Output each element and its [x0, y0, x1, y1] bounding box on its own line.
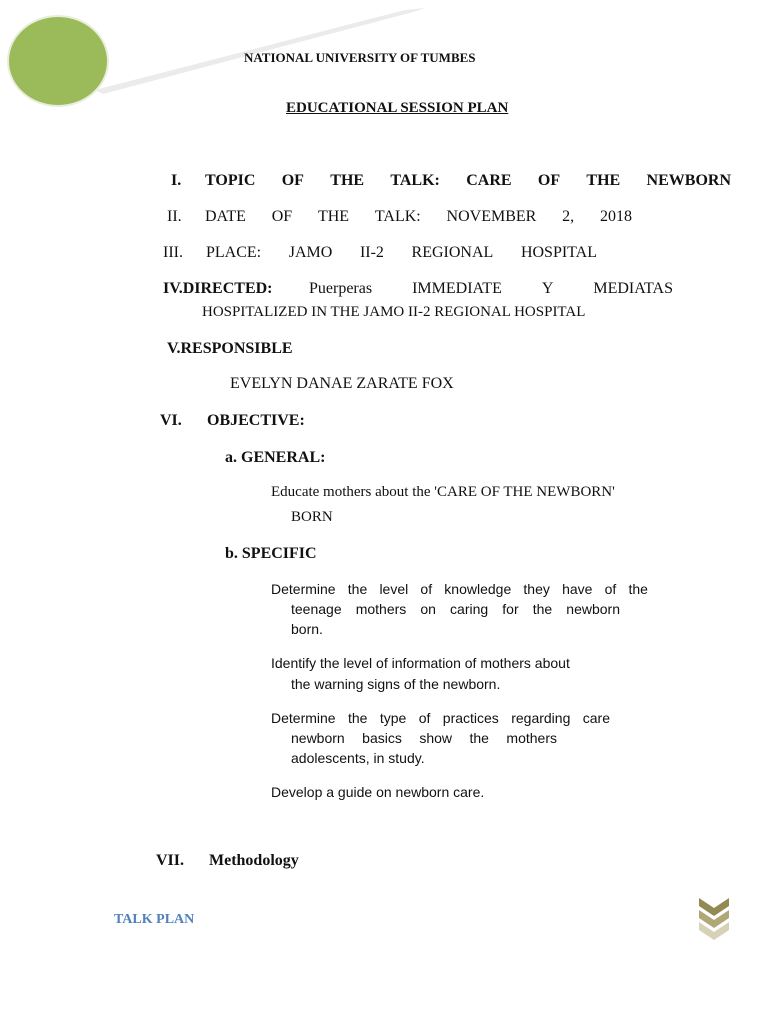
- header-circle-logo: [9, 17, 107, 105]
- responsible-person: EVELYN DANAE ZARATE FOX: [230, 375, 454, 392]
- plan-title: EDUCATIONAL SESSION PLAN: [286, 100, 509, 116]
- section-6-number: VI.: [160, 412, 182, 429]
- specific-item-4-line1: Develop a guide on newborn care.: [271, 784, 485, 800]
- section-5-label: V.RESPONSIBLE: [167, 340, 293, 357]
- specific-item-1-line2: teenage mothers on caring for the newborn: [291, 601, 620, 617]
- general-label: a. GENERAL:: [225, 449, 326, 466]
- section-4-directed: Puerperas IMMEDIATE Y MEDIATAS: [309, 280, 673, 297]
- specific-label: b. SPECIFIC: [225, 545, 317, 562]
- specific-item-2-line1: Identify the level of information of mothers about: [271, 655, 570, 671]
- specific-item-1-line1: Determine the level of knowledge they have of the: [271, 581, 648, 597]
- double-chevron-down-icon: [697, 896, 731, 942]
- general-objective-line1: Educate mothers about the 'CARE OF THE NEWBORN': [271, 484, 615, 500]
- specific-item-2-line2: the warning signs of the newborn.: [291, 676, 501, 692]
- general-objective-line2: BORN: [291, 509, 333, 525]
- specific-item-1-line3: born.: [291, 621, 323, 637]
- section-2-number: II.: [167, 208, 182, 225]
- specific-item-3-line3: adolescents, in study.: [291, 750, 425, 766]
- footer-talk-plan: TALK PLAN: [114, 912, 195, 927]
- section-1-number: I.: [171, 172, 182, 189]
- section-1-topic: TOPIC OF THE TALK: CARE OF THE NEWBORN: [205, 172, 731, 189]
- section-4-line2: HOSPITALIZED IN THE JAMO II-2 REGIONAL HOSPITAL: [202, 304, 586, 320]
- section-3-number: III.: [163, 244, 183, 261]
- university-name: NATIONAL UNIVERSITY OF TUMBES: [244, 50, 476, 65]
- section-2-date: DATE OF THE TALK: NOVEMBER 2, 2018: [205, 208, 632, 225]
- section-7-number: VII.: [156, 852, 185, 869]
- specific-item-3-line1: Determine the type of practices regarding care: [271, 710, 610, 726]
- section-6-label: OBJECTIVE:: [207, 412, 305, 429]
- section-3-place: PLACE: JAMO II-2 REGIONAL HOSPITAL: [206, 244, 597, 261]
- section-7-label: Methodology: [209, 852, 299, 869]
- specific-item-3-line2: newborn basics show the mothers: [291, 730, 557, 746]
- section-4-label: IV.DIRECTED:: [163, 280, 273, 297]
